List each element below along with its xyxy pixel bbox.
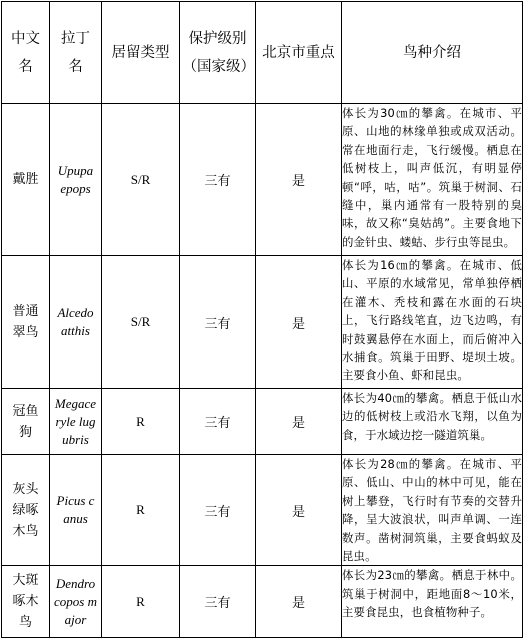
cell-intro: 体长为23㎝的攀禽。栖息于林中。筑巢于树洞中，距地面8～10米，主要食昆虫，也食植物种子。 <box>342 566 523 638</box>
cell-beijing-key: 是 <box>256 455 342 566</box>
cell-residence-type: R <box>102 566 180 638</box>
table-row <box>2 455 523 566</box>
cell-latin-name: Picus canus <box>50 455 102 566</box>
cell-protection-level: 三有 <box>180 566 256 638</box>
cell-intro: 体长为28㎝的攀禽。在城市、平原、低山、中山的林中可见，能在树上攀登，飞行时有节奏的交替升降，呈大波浪状，叫声单调、一连数声。凿树洞筑巢，主要食蚂蚁及昆虫。 <box>342 455 523 566</box>
cell-chinese-name: 普通翠鸟 <box>2 256 50 389</box>
table-header-row <box>2 2 523 104</box>
bird-species-table <box>1 1 523 638</box>
cell-chinese-name: 冠鱼狗 <box>2 389 50 455</box>
cell-beijing-key: 是 <box>256 389 342 455</box>
cell-protection-level: 三有 <box>180 389 256 455</box>
cell-protection-level: 三有 <box>180 256 256 389</box>
cell-protection-level: 三有 <box>180 104 256 256</box>
cell-intro: 体长为40㎝的攀禽。栖息于低山水边的低树枝上或沿水飞翔，以鱼为食，于水域边挖一隧道筑巢。 <box>342 389 523 455</box>
cell-beijing-key: 是 <box>256 566 342 638</box>
cell-residence-type: R <box>102 389 180 455</box>
table-row <box>2 256 523 389</box>
cell-residence-type: R <box>102 455 180 566</box>
header-chinese-name: 中文名 <box>2 2 50 104</box>
cell-intro: 体长为16㎝的攀禽。在城市、低山、平原的水域常见，常单独停栖在灌木、秃枝和露在水面的石块上，飞行路线笔直，边飞边鸣，有时鼓翼悬停在水面上，而后俯冲入水捕食。筑巢于田野、堤坝土坡。主要食小鱼、虾和昆虫。 <box>342 256 523 389</box>
header-intro: 鸟种介绍 <box>342 2 523 104</box>
cell-chinese-name: 大斑啄木鸟 <box>2 566 50 638</box>
cell-residence-type: S/R <box>102 104 180 256</box>
cell-beijing-key: 是 <box>256 104 342 256</box>
cell-chinese-name: 戴胜 <box>2 104 50 256</box>
cell-chinese-name: 灰头绿啄木鸟 <box>2 455 50 566</box>
header-protection-level: 保护级别（国家级） <box>180 2 256 104</box>
table-row <box>2 104 523 256</box>
cell-latin-name: Dendrocopos major <box>50 566 102 638</box>
header-latin-name: 拉丁名 <box>50 2 102 104</box>
table-row <box>2 566 523 638</box>
cell-latin-name: Upupa epops <box>50 104 102 256</box>
cell-beijing-key: 是 <box>256 256 342 389</box>
table-row <box>2 389 523 455</box>
cell-intro: 体长为30㎝的攀禽。在城市、平原、山地的林缘单独或成双活动。常在地面行走，飞行缓慢。栖息在低树枝上，叫声低沉，有明显停顿“呼，咕，咕”。筑巢于树洞、石缝中，巢内通常有一股特别的臭味，故又称“臭姑鸪”。主要食地下的金针虫、蝼蛄、步行虫等昆虫。 <box>342 104 523 256</box>
cell-residence-type: S/R <box>102 256 180 389</box>
cell-latin-name: Alcedo atthis <box>50 256 102 389</box>
cell-protection-level: 三有 <box>180 455 256 566</box>
cell-latin-name: Megaceryle lugubris <box>50 389 102 455</box>
header-residence-type: 居留类型 <box>102 2 180 104</box>
header-beijing-key: 北京市重点 <box>256 2 342 104</box>
